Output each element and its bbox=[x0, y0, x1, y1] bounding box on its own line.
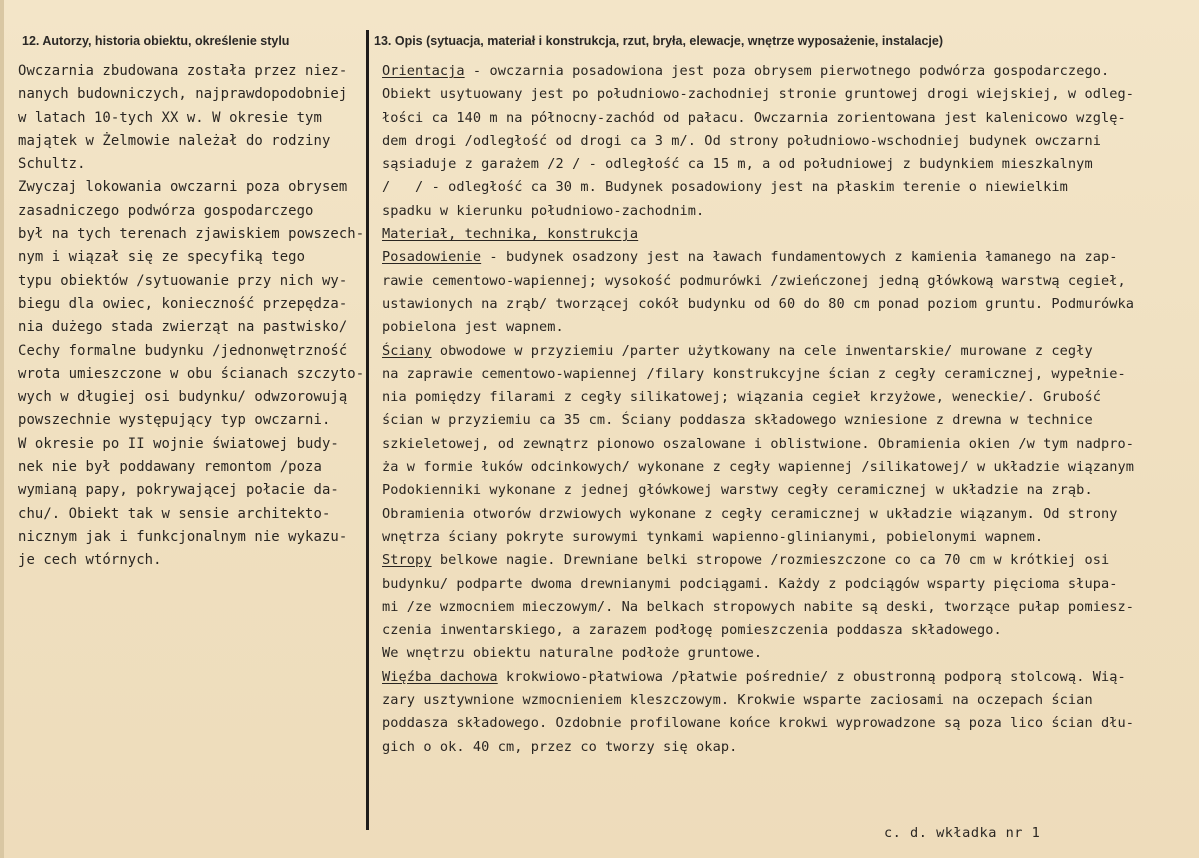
text-line bbox=[382, 153, 1134, 176]
line-text: We wnętrzu obiektu naturalne podłoże gruntowe. bbox=[382, 645, 763, 662]
text-line: chu/. Obiekt tak w sensie architekto- bbox=[18, 505, 331, 522]
text-line: Zwyczaj lokowania owczarni poza obrysem bbox=[18, 179, 348, 196]
text-line: był na tych terenach zjawiskiem powszech- bbox=[18, 226, 365, 243]
line-text: nia pomiędzy filarami z cegły silikatowej; wiązania cegieł krzyżowe, weneckie/. Grubość bbox=[382, 389, 1101, 406]
text-line bbox=[382, 573, 1134, 596]
line-text: krokwiowo-płatwiowa /płatwie pośrednie/ z obustronną podporą stolcową. Wią- bbox=[497, 668, 1126, 685]
line-text: - budynek osadzony jest na ławach fundamentowych z kamienia łamanego na zap- bbox=[481, 249, 1118, 266]
line-text: rawie cementowo-wapiennej; wysokość podmurówki /zwieńczonej jedną główkową warstwą cegieł, bbox=[382, 272, 1126, 289]
text-line bbox=[382, 619, 1134, 642]
text-line bbox=[382, 456, 1134, 479]
line-text: - owczarnia posadowiona jest poza obrysem pierwotnego podwórza gospodarczego. bbox=[464, 63, 1110, 79]
text-line bbox=[382, 316, 1134, 339]
line-text: poddasza składowego. Ozdobnie profilowane końce krokwi wyprowadzone są poza lico ścian dłu- bbox=[382, 715, 1135, 732]
line-text: ustawionych na zrąb/ tworzącej cokół budynku od 60 do 80 cm ponad poziom gruntu. Podmurówka bbox=[382, 295, 1135, 312]
text-line bbox=[382, 666, 1134, 689]
section-13-heading: 13. Opis (sytuacja, materiał i konstrukcja, rzut, bryła, elewacje, wnętrze wyposażenie, instalacje) bbox=[374, 34, 943, 48]
text-line bbox=[382, 736, 1134, 759]
line-text: obwodowe w przyziemiu /parter użytkowany na cele inwentarskie/ murowane z cegły bbox=[431, 342, 1093, 359]
text-line: wrota umieszczone w obu ścianach szczyto- bbox=[18, 365, 365, 382]
text-line: typu obiektów /sytuowanie przy nich wy- bbox=[18, 272, 348, 289]
text-line: nicznym jak i funkcjonalnym nie wykazu- bbox=[18, 528, 348, 545]
underlined-subheading: Orientacja bbox=[382, 63, 465, 79]
text-line bbox=[382, 386, 1134, 409]
underlined-subheading: Stropy bbox=[382, 552, 432, 569]
text-line bbox=[382, 479, 1134, 502]
text-line: nek nie był poddawany remontom /poza bbox=[18, 459, 322, 476]
text-line: wymianą papy, pokrywającej połacie da- bbox=[18, 482, 339, 499]
line-text: Podokienniki wykonane z jednej główkowej warstwy cegły ceramicznej w układzie na zrąb. bbox=[382, 482, 1093, 499]
line-text: Obramienia otworów drzwiowych wykonane z cegły ceramicznej w układzie wiązanym. Od strony bbox=[382, 505, 1118, 522]
text-line bbox=[382, 293, 1134, 316]
text-line bbox=[382, 642, 1134, 665]
page-edge bbox=[0, 0, 4, 858]
text-line bbox=[382, 526, 1134, 549]
text-line bbox=[382, 409, 1134, 432]
text-line bbox=[382, 200, 1134, 223]
text-line bbox=[382, 363, 1134, 386]
line-text: pobielona jest wapnem. bbox=[382, 319, 564, 336]
text-line: Owczarnia zbudowana została przez niez- bbox=[18, 63, 348, 79]
line-text: ża w formie łuków odcinkowych/ wykonane z cegły wapiennej /silikatowej/ w układzie wiązanym bbox=[382, 459, 1135, 476]
text-line bbox=[382, 176, 1134, 199]
line-text: łości ca 140 m na północny-zachód od pałacu. Owczarnia zorientowana jest kalenicowo wzglę- bbox=[382, 109, 1126, 126]
history-text-column bbox=[18, 60, 364, 573]
line-text: spadku w kierunku południowo-zachodnim. bbox=[382, 202, 705, 219]
text-line: Cechy formalne budynku /jednonwętrzność bbox=[18, 342, 348, 359]
line-text: Obiekt usytuowany jest po południowo-zachodniej stronie gruntowej drogi wiejskiej, w odleg- bbox=[382, 86, 1135, 103]
text-line: biegu dla owiec, konieczność przepędza- bbox=[18, 295, 348, 312]
text-line bbox=[382, 549, 1134, 572]
text-line bbox=[382, 712, 1134, 735]
text-line bbox=[382, 270, 1134, 293]
text-line: W okresie po II wojnie światowej budy- bbox=[18, 435, 339, 452]
line-text: na zaprawie cementowo-wapiennej /filary konstrukcyjne ścian z cegły ceramicznej, wypełnie- bbox=[382, 365, 1126, 382]
line-text: budynku/ podparte dwoma drewnianymi podciągami. Każdy z podciągów wsparty pięcioma słupa- bbox=[382, 575, 1118, 592]
text-line bbox=[382, 83, 1134, 106]
line-text: mi /ze wzmocniem mieczowym/. Na belkach stropowych nabite są deski, tworzące pułap pomiesz- bbox=[382, 598, 1135, 615]
text-line bbox=[382, 596, 1134, 619]
text-line bbox=[382, 340, 1134, 363]
text-line: je cech wtórnych. bbox=[18, 552, 162, 569]
text-line: nia dużego stada zwierząt na pastwisko/ bbox=[18, 319, 348, 336]
column-divider bbox=[366, 30, 369, 830]
underlined-subheading: Posadowienie bbox=[382, 249, 482, 266]
line-text: dem drogi /odległość od drogi ca 3 m/. Od strony południowo-wschodniej budynek owczarni bbox=[382, 132, 1101, 149]
text-line: Schultz. bbox=[18, 156, 86, 173]
text-line bbox=[382, 433, 1134, 456]
text-line: majątek w Żelmowie należał do rodziny bbox=[18, 132, 331, 149]
description-text-column bbox=[382, 60, 1134, 759]
text-line: w latach 10-tych XX w. W okresie tym bbox=[18, 109, 322, 126]
text-line bbox=[382, 689, 1134, 712]
line-text: czenia inwentarskiego, a zarazem podłogę pomieszczenia poddasza składowego. bbox=[382, 622, 1002, 639]
text-line: wych w długiej osi budynku/ odwzorowują bbox=[18, 389, 348, 406]
text-line: zasadniczego podwórza gospodarczego bbox=[18, 202, 314, 219]
section-12-heading: 12. Autorzy, historia obiektu, określenie stylu bbox=[22, 34, 290, 48]
text-line bbox=[382, 503, 1134, 526]
text-line: nym i wiązał się ze specyfiką tego bbox=[18, 249, 306, 266]
text-line bbox=[382, 246, 1134, 269]
underlined-subheading: Ściany bbox=[382, 342, 432, 359]
line-text: / / - odległość ca 30 m. Budynek posadowiony jest na płaskim terenie o niewielkim bbox=[382, 179, 1068, 196]
underlined-subheading: Więźba dachowa bbox=[382, 668, 498, 685]
line-text: ścian w przyziemiu ca 35 cm. Ściany poddasza składowego wzniesione z drewna w technice bbox=[382, 412, 1093, 429]
line-text: gich o ok. 40 cm, przez co tworzy się okap. bbox=[382, 738, 738, 755]
line-text: sąsiaduje z garażem /2 / - odległość ca 15 m, a od południowej z budynkiem mieszkalnym bbox=[382, 156, 1093, 173]
text-line: powszechnie występujący typ owczarni. bbox=[18, 412, 331, 429]
continuation-note: c. d. wkładka nr 1 bbox=[884, 825, 1041, 841]
line-text: wnętrza ściany pokryte surowymi tynkami wapienno-glinianymi, pobielonymi wapnem. bbox=[382, 528, 1044, 545]
text-line: nanych budowniczych, najprawdopodobniej bbox=[18, 86, 348, 103]
text-line bbox=[382, 107, 1134, 130]
underlined-subheading: Materiał, technika, konstrukcja bbox=[382, 226, 639, 243]
line-text: belkowe nagie. Drewniane belki stropowe /rozmieszczone co ca 70 cm w krótkiej osi bbox=[431, 552, 1110, 569]
line-text: zary usztywnione wzmocnieniem kleszczowym. Krokwie wsparte zaciosami na oczepach ścian bbox=[382, 692, 1093, 709]
text-line bbox=[382, 130, 1134, 153]
text-line bbox=[382, 223, 1134, 246]
text-line bbox=[382, 60, 1134, 83]
line-text: szkieletowej, od zewnątrz pionowo oszalowane i oblistwione. Obramienia okien /w tym nadpro- bbox=[382, 435, 1135, 452]
